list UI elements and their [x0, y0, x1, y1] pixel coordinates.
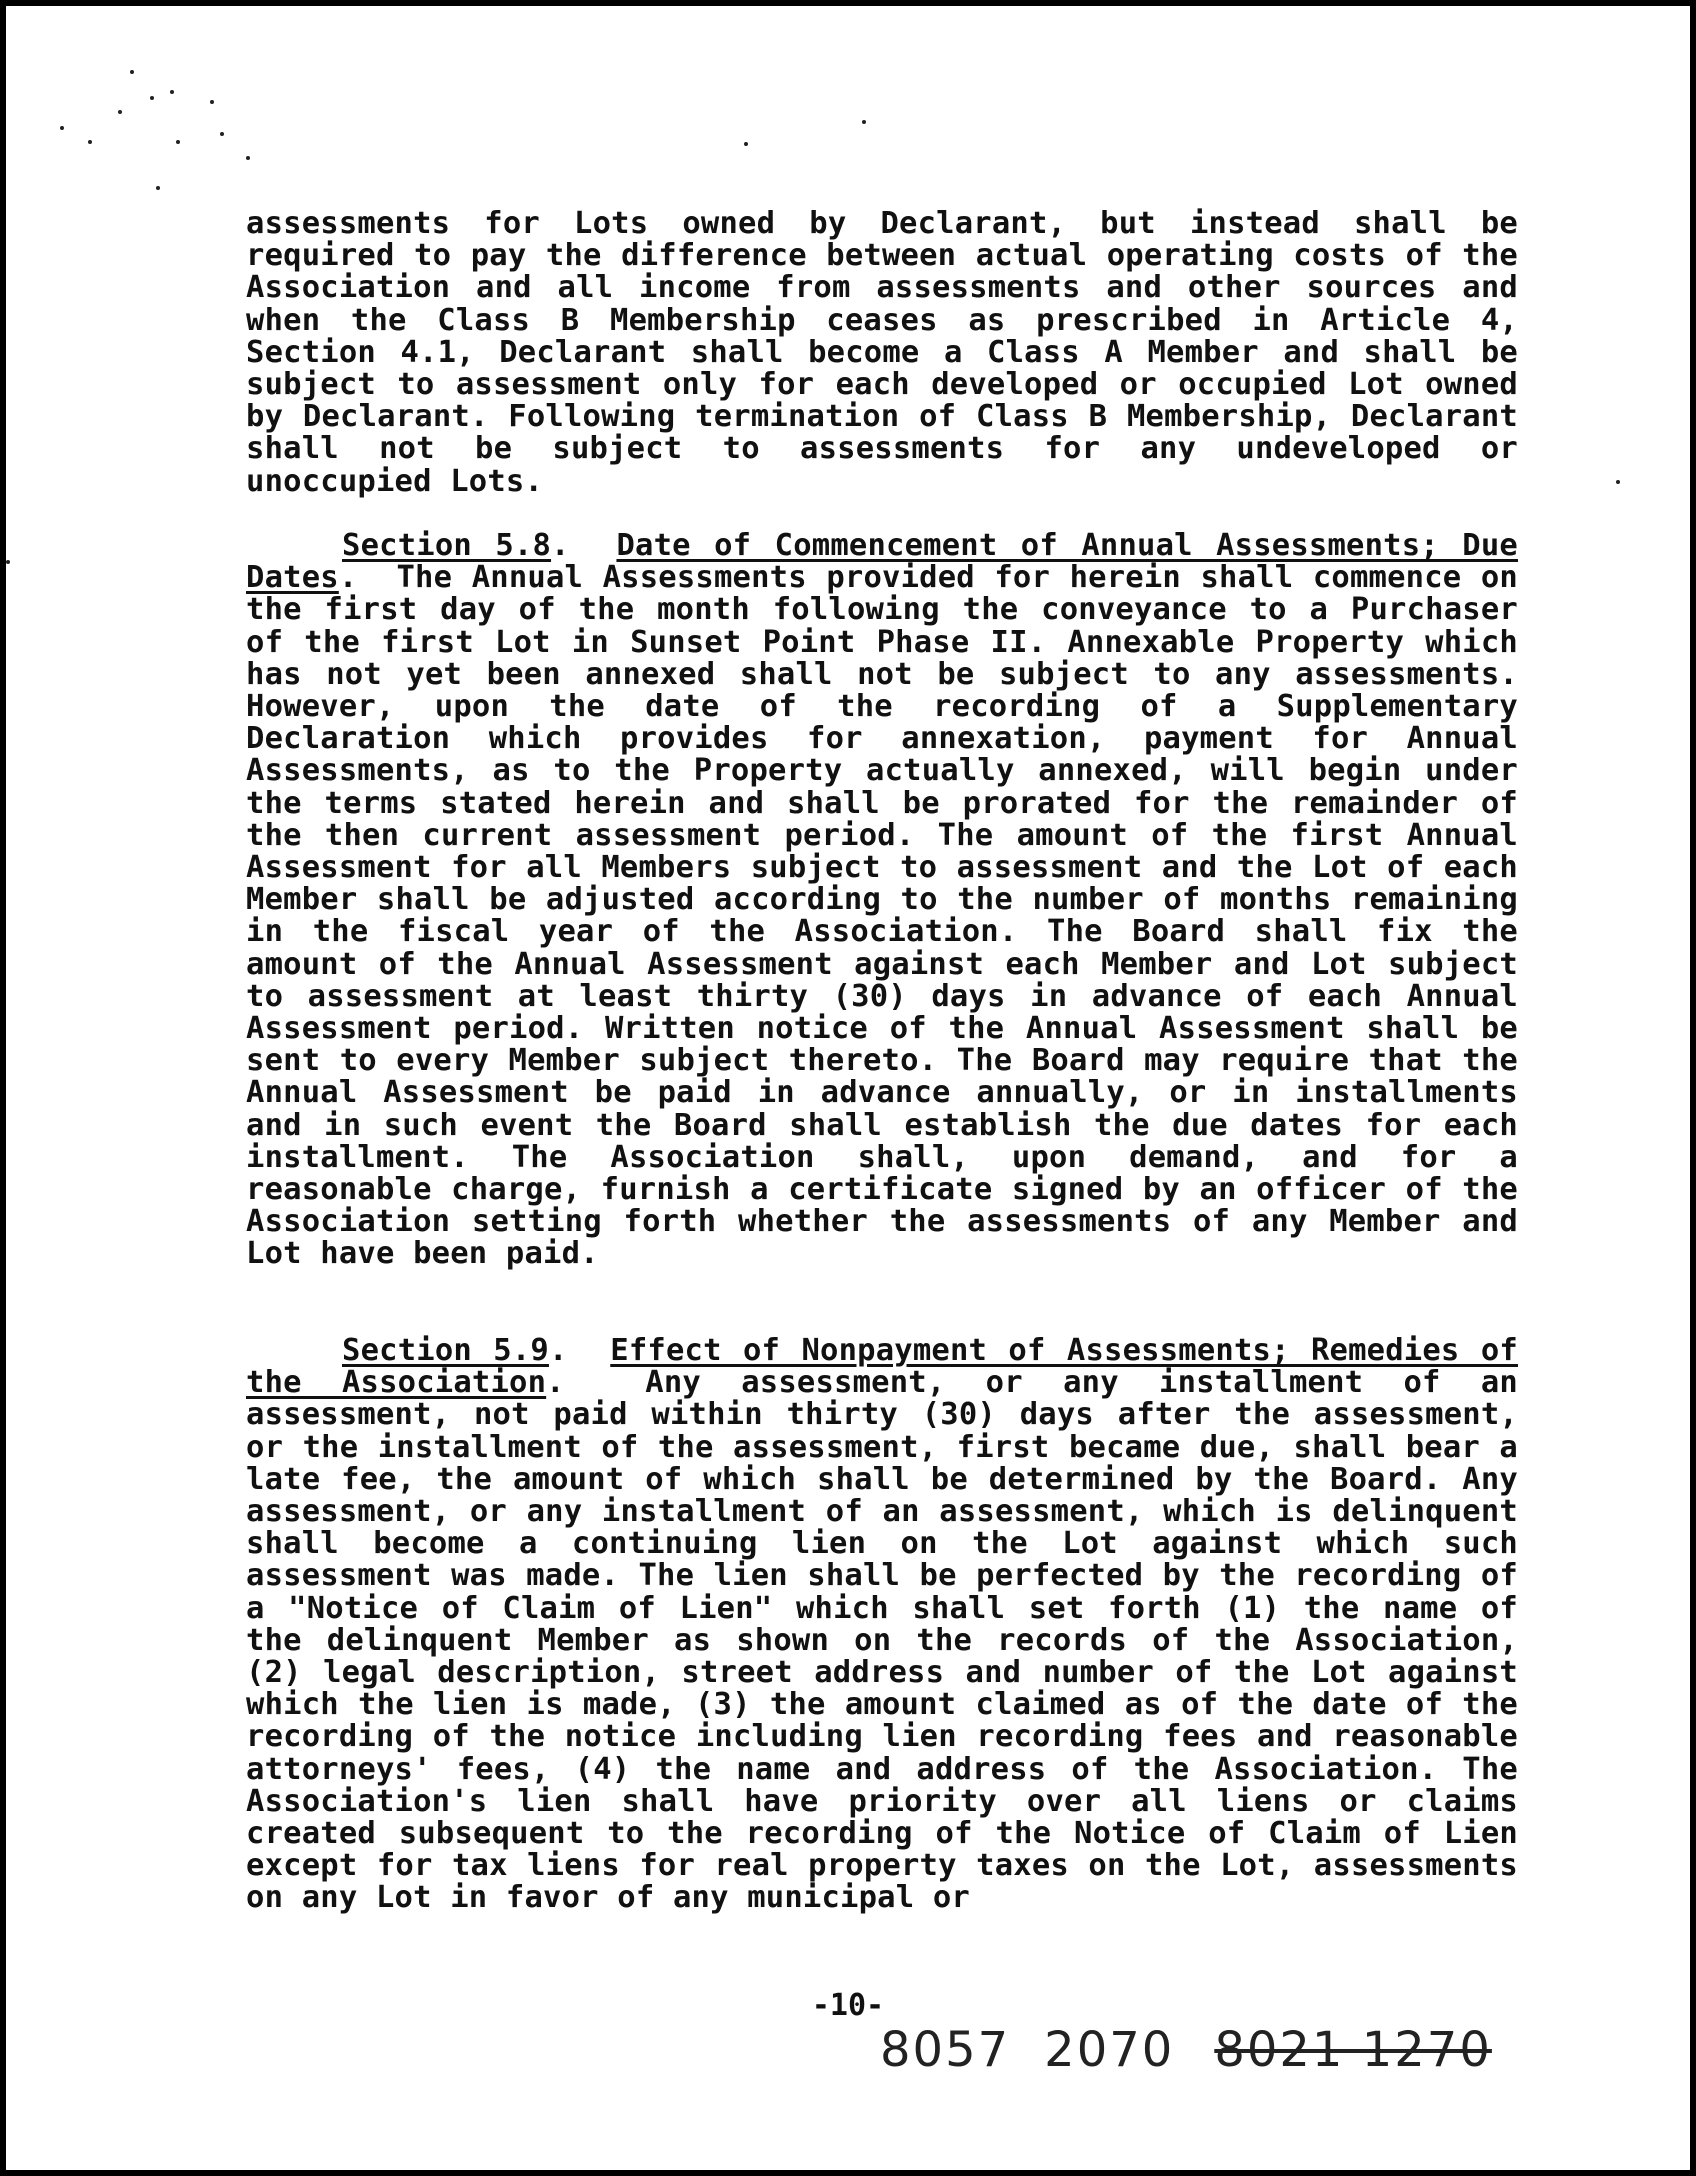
section-5-8-paragraph: Section 5.8. Date of Commencement of Annual Assessments; Due Dates. The Annual Assessments provided for herein shall commence on the first day of the month following the conveyance to a Purchaser of the first Lot in Sunset Point Phase II. Annexable Property which has not yet been annexed shall not be subject to any assessments. However, upon the date of the recording of a Supplementary Declaration which provides for annexation, payment for Annual Assessments, as to the Property actually annexed, will begin under the terms stated herein and shall be prorated for the remainder of the then current assessment period. The amount of the first Annual Assessment for all Members subject to assessment and the Lot of each Member shall be adjusted according to the number of months remaining in the fiscal year of the Association. The Board shall fix the amount of the Annual Assessment against each Member and Lot subject to assessment at least thirty (30) days in advance of each Annual Assessment period. Written notice of the Annual Assessment shall be sent to every Member subject thereto. The Board may require that the Annual Assessment be paid in advance annually, or in installments and in such event the Board shall establish the due dates for each installment. The Association shall, upon demand, and for a reasonable charge, furnish a certificate signed by an officer of the Association setting forth whether the assessments of any Member and Lot have been paid.	[246, 528, 1518, 1272]
scan-speck	[246, 156, 250, 160]
scan-speck	[88, 140, 92, 144]
section-5-8-body: The Annual Assessments provided for herein shall commence on the first day of the month following the conveyance to a Purchaser of the first Lot in Sunset Point Phase II. Annexable Property which has not yet been annexed shall not be subject to any assessments. However, upon the date of the recording of a Supplementary Declaration which provides for annexation, payment for Annual Assessments, as to the Property actually annexed, will begin under the terms stated herein and shall be prorated for the remainder of the then current assessment period. The amount of the first Annual Assessment for all Members subject to assessment and the Lot of each Member shall be adjusted according to the number of months remaining in the fiscal year of the Association. The Board shall fix the amount of the Annual Assessment against each Member and Lot subject to assessment at least thirty (30) days in advance of each Annual Assessment period. Written notice of the Annual Assessment shall be sent to every Member subject thereto. The Board may require that the Annual Assessment be paid in advance annually, or in installments and in such event the Board shall establish the due dates for each installment. The Association shall, upon demand, and for a reasonable charge, furnish a certificate signed by an officer of the Association setting forth whether the assessments of any Member and Lot have been paid.	[246, 560, 1518, 1272]
recording-book: 8057	[880, 2022, 1011, 2078]
page-number: -10-	[811, 1988, 885, 2023]
scan-speck	[744, 142, 748, 146]
section-5-9-title: Effect of Nonpayment of Assessments; Remedies of the Association	[246, 1333, 1518, 1401]
scan-speck	[60, 126, 64, 130]
section-5-9	[246, 1335, 1518, 1915]
scan-speck	[170, 90, 174, 94]
scan-speck	[176, 140, 180, 144]
continuation-text: assessments for Lots owned by Declarant, but instead shall be required to pay the difference between actual operating costs of the Association and all income from assessments and other sources and when the Class B Membership ceases as prescribed in Article 4, Section 4.1, Declarant shall become a Class A Member and shall be subject to assessment only for each developed or occupied Lot owned by Declarant. Following termination of Class B Membership, Declarant shall not be subject to assessments for any undeveloped or unoccupied Lots.	[246, 206, 1518, 499]
scan-speck	[210, 100, 214, 104]
scan-speck	[130, 70, 134, 74]
section-5-9-paragraph: Section 5.9. Effect of Nonpayment of Assessments; Remedies of the Association. Any assessment, or any installment of an assessment, not paid within thirty (30) days after the assessment, or the installment of the assessment, first became due, shall bear a late fee, the amount of which shall be determined by the Board. Any assessment, or any installment of an assessment, which is delinquent shall become a continuing lien on the Lot against which such assessment was made. The lien shall be perfected by the recording of a "Notice of Claim of Lien" which shall set forth (1) the name of the delinquent Member as shown on the records of the Association, (2) legal description, street address and number of the Lot against which the lien is made, (3) the amount claimed as of the date of the recording of the notice including lien recording fees and reasonable attorneys' fees, (4) the name and address of the Association. The Association's lien shall have priority over all liens or claims created subsequent to the recording of the Notice of Claim of Lien except for tax liens for real property taxes on the Lot, assessments on any Lot in favor of any municipal or	[246, 1333, 1518, 1916]
section-5-8-title: Date of Commencement of Annual Assessments; Due Dates	[246, 528, 1518, 596]
scan-speck	[150, 96, 154, 100]
struck-reference: 8021 1270	[1214, 2022, 1492, 2078]
scan-speck	[220, 132, 224, 136]
scan-speck	[118, 110, 122, 114]
scan-speck	[862, 120, 866, 124]
section-5-9-number: Section 5.9	[342, 1333, 549, 1368]
section-5-8-number: Section 5.8	[342, 528, 552, 563]
scan-speck	[6, 560, 10, 564]
recording-page: 2070	[1044, 2022, 1175, 2078]
recording-reference	[880, 2022, 1492, 2078]
scan-speck	[156, 186, 160, 190]
continuation-paragraph	[246, 208, 1518, 498]
section-5-8	[246, 530, 1518, 1271]
section-5-9-body: Any assessment, or any installment of an assessment, not paid within thirty (30) days after the assessment, or the installment of the assessment, first became due, shall bear a late fee, the amount of which shall be determined by the Board. Any assessment, or any installment of an assessment, which is delinquent shall become a continuing lien on the Lot against which such assessment was made. The lien shall be perfected by the recording of a "Notice of Claim of Lien" which shall set forth (1) the name of the delinquent Member as shown on the records of the Association, (2) legal description, street address and number of the Lot against which the lien is made, (3) the amount claimed as of the date of the recording of the notice including lien recording fees and reasonable attorneys' fees, (4) the name and address of the Association. The Association's lien shall have priority over all liens or claims created subsequent to the recording of the Notice of Claim of Lien except for tax liens for real property taxes on the Lot, assessments on any Lot in favor of any municipal or	[246, 1365, 1518, 1916]
scan-speck	[1616, 480, 1620, 484]
